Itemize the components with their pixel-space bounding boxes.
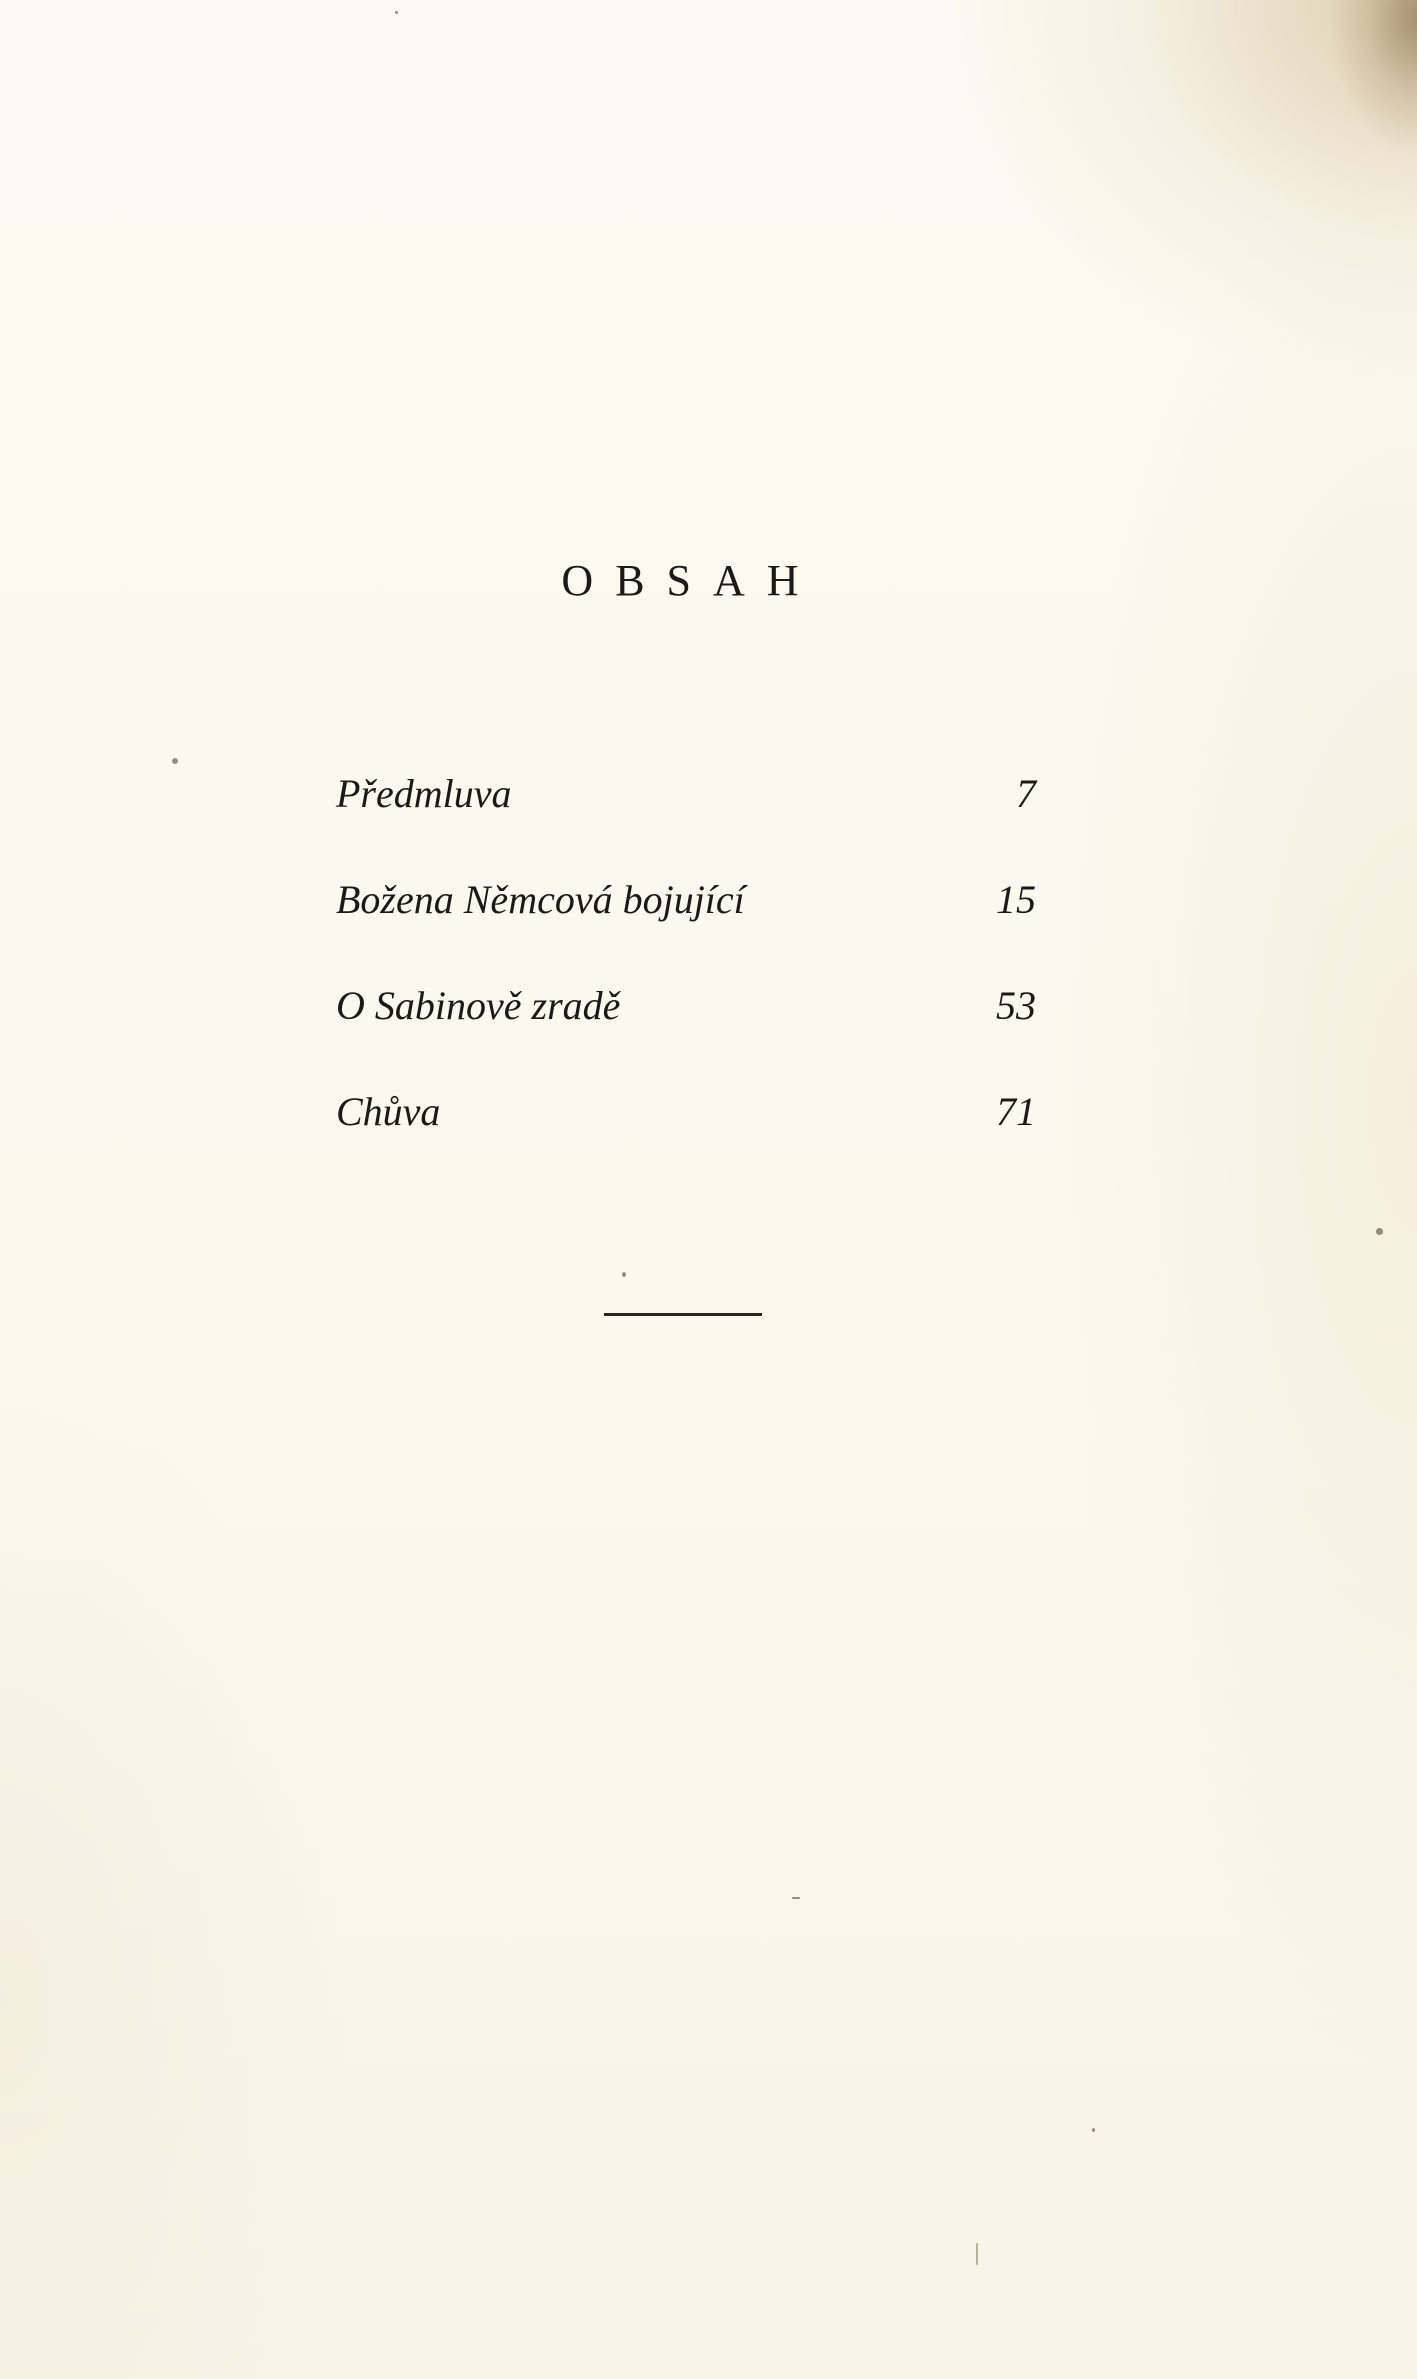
closing-divider — [604, 1313, 762, 1316]
paper-speck — [622, 1272, 626, 1277]
toc-entry-page-number: 53 — [996, 983, 1036, 1028]
table-of-contents — [336, 770, 1036, 1194]
toc-entry[interactable] — [336, 1088, 1036, 1194]
toc-entry-page-number: 15 — [996, 877, 1036, 922]
toc-entry-title: Božena Němcová bojující — [336, 877, 745, 922]
paper-speck — [172, 758, 178, 764]
paper-speck — [395, 11, 398, 14]
page-title: OBSAH — [561, 556, 821, 605]
paper-stain — [1287, 0, 1417, 200]
toc-entry[interactable] — [336, 876, 1036, 982]
toc-entry-page-number: 7 — [1016, 771, 1036, 816]
toc-entry[interactable] — [336, 982, 1036, 1088]
toc-entry[interactable] — [336, 770, 1036, 876]
toc-entry-title: Předmluva — [336, 771, 512, 816]
toc-entry-page-number: 71 — [996, 1089, 1036, 1134]
paper-speck — [1092, 2128, 1095, 2132]
paper-speck — [792, 1897, 800, 1899]
paper-speck — [976, 2243, 978, 2265]
paper-speck — [1376, 1228, 1383, 1235]
toc-entry-title: Chůva — [336, 1089, 441, 1134]
toc-entry-title: O Sabinově zradě — [336, 983, 621, 1028]
